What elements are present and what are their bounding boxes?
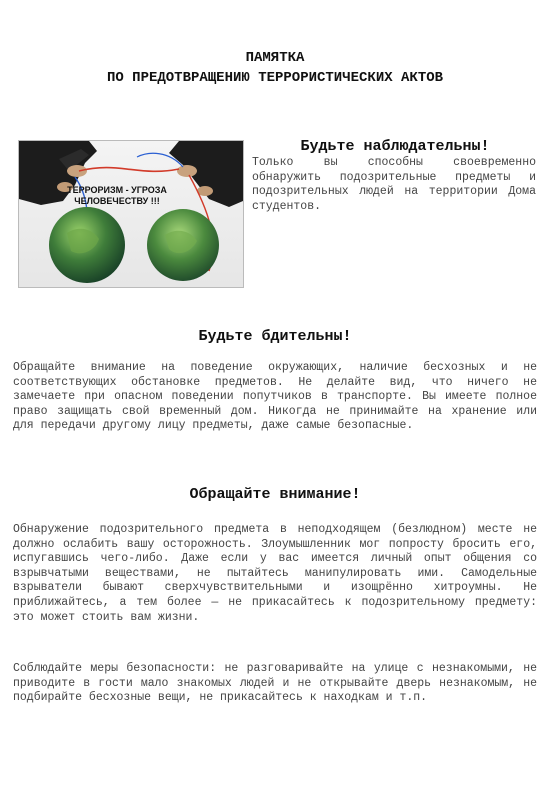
section1-text: Только вы способны своевременно обнаружить подозрительные предметы и подозрительных людей на территории Дома студентов. [252,156,536,213]
image-caption-line-1: ТЕРРОРИЗМ - УГРОЗА [67,185,167,195]
document-title [0,48,550,88]
terrorism-warning-image [18,140,244,288]
section1-heading: Будьте наблюдательны! [300,138,490,155]
title-line-1: ПАМЯТКА [245,50,305,66]
title-line-2: ПО ПРЕДОТВРАЩЕНИЮ ТЕРРОРИСТИЧЕСКИХ АКТОВ [106,70,444,86]
section2-heading: Будьте бдительны! [198,328,352,345]
section3-paragraph-2: Соблюдайте меры безопасности: не разговаривайте на улице с незнакомыми, не приводите в гости мало знакомых людей и не открывайте дверь незнакомым, не подбирайте бесхозные вещи, не прикасайтесь к находкам и т.п. [13,662,537,705]
section2-text: Обращайте внимание на поведение окружающих, наличие бесхозных и не соответствующих обстановке предметов. Не делайте вид, что ничего не замечаете при опасном поведении попутчиков в транспорте. Вы имеете полное право защищать свой временный дом. Никогда не принимайте на хранение или для передачи другому лицу предметы, даже самые безопасные. [13,361,537,433]
section3-heading: Обращайте внимание! [189,486,361,503]
image-caption-line-2: ЧЕЛОВЕЧЕСТВУ !!! [74,196,160,206]
section3-paragraph-1: Обнаружение подозрительного предмета в неподходящем (безлюдном) месте не должно ослабить вашу осторожность. Злоумышленник мог попросту бросить его, испугавшись чего-либо. Даже если у вас имеется личный опыт общения со взрывчатыми веществами, не пытайтесь манипулировать ими. Самодельные взрыватели бывают сверхчувствительными и изощрённо хитроумны. Не приближайтесь, а тем более — не прикасайтесь к подозрительному предмету: это может стоить вам жизни. [13,523,537,624]
